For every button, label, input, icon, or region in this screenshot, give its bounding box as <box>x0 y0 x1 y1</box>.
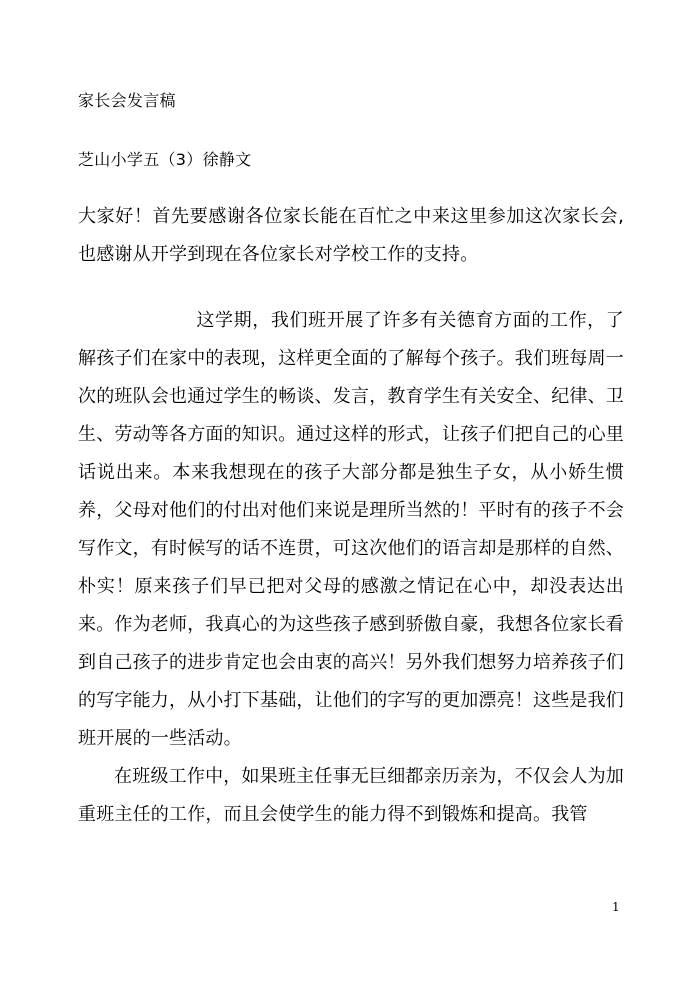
page-number: 1 <box>612 900 620 914</box>
paragraph-text: 在班级工作中，如果班主任事无巨细都亲历亲为，不仅会人为加重班主任的工作，而且会使学生的能力得不到锻炼和提高。我管 <box>78 766 624 825</box>
paragraph-greeting <box>78 198 624 274</box>
paragraph-class-work <box>78 758 624 834</box>
paragraph-text: 这学期，我们班开展了许多有关德育方面的工作，了解孩子们在家中的表现，这样更全面的了解每个孩子。我们班每周一次的班队会也通过学生的畅谈、发言，教育学生有关安全、纪律、卫生、劳动等各方面的知识。通过这样的形式，让孩子们把自己的心里话说出来。本来我想现在的孩子大部分都是独生子女，从小娇生惯养，父母对他们的付出对他们来说是理所当然的！平时有的孩子不会写作文，有时候写的话不连贯，可这次他们的语言却是那样的自然、朴实！原来孩子们早已把对父母的感激之情记在心中，却没表达出来。作为老师，我真心的为这些孩子感到骄傲自豪，我想各位家长看到自己孩子的进步肯定也会由衷的高兴！另外我们想努力培养孩子们的写字能力，从小打下基础，让他们的字写的更加漂亮！这些是我们班开展的一些活动。 <box>78 310 624 749</box>
document-author: 芝山小学五（3）徐静文 <box>78 150 252 169</box>
paragraph-activities <box>78 302 624 758</box>
paragraph-text: 大家好！首先要感谢各位家长能在百忙之中来这里参加这次家长会,也感谢从开学到现在各位家长对学校工作的支持。 <box>78 206 624 265</box>
document-title: 家长会发言稿 <box>78 91 176 110</box>
